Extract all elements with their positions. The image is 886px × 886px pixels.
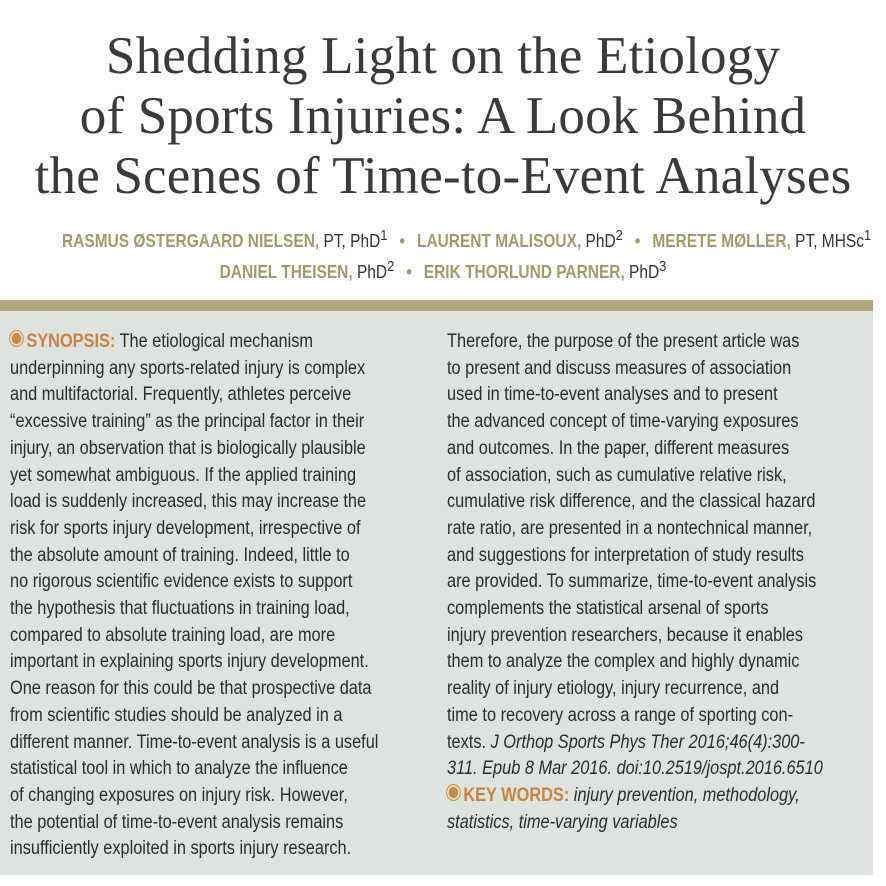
text-line: One reason for this could be that prospective data: [10, 678, 372, 700]
author-credentials: PT, PhD: [319, 231, 381, 251]
text-line: used in time-to-event analyses and to present: [447, 384, 778, 406]
text-line: and outcomes. In the paper, different measures: [447, 437, 790, 459]
abstract-column-right: [447, 329, 825, 836]
synopsis-paragraph-continued: [447, 329, 825, 783]
affiliation-mark: 3: [659, 258, 667, 275]
text-line: and multifactorial. Frequently, athletes perceive: [10, 384, 352, 406]
abstract-column-left: [10, 329, 388, 863]
author-name: MERETE MØLLER,: [652, 231, 791, 251]
text-line: cumulative risk difference, and the classical hazard: [447, 491, 816, 513]
synopsis-paragraph: [10, 329, 388, 863]
keywords-text: statistics, time-varying variables: [447, 811, 678, 833]
text-line: risk for sports injury development, irrespective of: [10, 517, 361, 539]
text-fragment: texts.: [447, 731, 491, 753]
keywords-text: injury prevention, methodology,: [569, 784, 800, 806]
author-name: LAURENT MALISOUX,: [416, 231, 582, 251]
title-line: the Scenes of Time-to-Event Analyses: [34, 147, 852, 205]
article-title: [0, 26, 886, 206]
text-line: the absolute amount of training. Indeed, little to: [10, 544, 350, 566]
author-credentials: PhD: [624, 262, 660, 282]
text-line: to present and discuss measures of association: [447, 357, 792, 379]
affiliation-mark: 1: [863, 227, 872, 244]
text-line: of changing exposures on injury risk. However,: [10, 784, 348, 806]
text-line: different manner. Time-to-event analysis is a useful: [10, 731, 379, 753]
citation-line-1: [447, 730, 825, 757]
author-separator: •: [634, 231, 641, 251]
text-line: Therefore, the purpose of the present article was: [447, 331, 800, 352]
abstract-panel: [0, 311, 873, 875]
title-line: Shedding Light on the Etiology: [105, 27, 781, 85]
text-line: “excessive training” as the principal factor in their: [10, 411, 365, 433]
text-line: the potential of time-to-event analysis remains: [10, 811, 344, 833]
text-line: no rigorous scientific evidence exists to support: [10, 571, 353, 593]
author-line-2: [62, 254, 824, 285]
bullet-icon: [447, 785, 460, 800]
author-separator: •: [399, 231, 405, 251]
title-line: of Sports Injuries: A Look Behind: [79, 87, 807, 145]
text-line: insufficiently exploited in sports injury research.: [10, 838, 352, 860]
text-line: The etiological mechanism: [115, 331, 314, 352]
text-line: and suggestions for interpretation of study results: [447, 544, 804, 566]
keywords-first-line: [447, 783, 825, 810]
citation-line-2: 311. Epub 8 Mar 2016. doi:10.2519/jospt.2016.6510: [447, 758, 823, 780]
text-line: statistical tool in which to analyze the influence: [10, 758, 348, 780]
author-credentials: PhD: [352, 262, 388, 282]
synopsis-label: SYNOPSIS:: [26, 331, 116, 352]
header-divider: [0, 300, 873, 311]
affiliation-mark: 1: [380, 227, 388, 244]
bullet-icon: [10, 331, 23, 346]
keywords-paragraph: [447, 783, 825, 836]
synopsis-first-line: [10, 329, 388, 356]
text-line: are provided. To summarize, time-to-event analysis: [447, 571, 817, 593]
citation: J Orthop Sports Phys Ther 2016;46(4):300-: [490, 731, 805, 753]
author-credentials: PhD: [581, 231, 616, 251]
affiliation-mark: 2: [615, 227, 623, 244]
keywords-label: KEY WORDS:: [463, 784, 570, 806]
affiliation-mark: 2: [387, 258, 395, 275]
text-line: complements the statistical arsenal of sports: [447, 598, 769, 620]
text-line: compared to absolute training load, are more: [10, 624, 336, 646]
author-name: ERIK THORLUND PARNER,: [423, 262, 625, 282]
author-credentials: PT, MHSc: [790, 231, 864, 251]
author-name: RASMUS ØSTERGAARD NIELSEN,: [62, 231, 320, 251]
text-line: them to analyze the complex and highly dynamic: [447, 651, 800, 673]
text-line: underpinning any sports-related injury is complex: [10, 357, 366, 379]
text-line: injury prevention researchers, because it enables: [447, 624, 804, 646]
text-line: injury, an observation that is biologically plausible: [10, 437, 366, 459]
author-name: DANIEL THEISEN,: [219, 262, 353, 282]
author-line-1: [62, 223, 872, 254]
text-line: the hypothesis that fluctuations in training load,: [10, 598, 350, 620]
text-line: load is suddenly increased, this may increase the: [10, 491, 367, 513]
text-line: time to recovery across a range of sporting con-: [447, 704, 794, 726]
text-line: the advanced concept of time-varying exposures: [447, 411, 799, 433]
text-line: yet somewhat ambiguous. If the applied training: [10, 464, 357, 486]
author-separator: •: [406, 262, 412, 282]
text-line: rate ratio, are presented in a nontechnical manner,: [447, 517, 813, 539]
author-list: [62, 223, 872, 285]
text-line: of association, such as cumulative relative risk,: [447, 464, 787, 486]
text-line: important in explaining sports injury development.: [10, 651, 369, 673]
text-line: from scientific studies should be analyzed in a: [10, 704, 343, 726]
text-line: reality of injury etiology, injury recurrence, and: [447, 678, 780, 700]
